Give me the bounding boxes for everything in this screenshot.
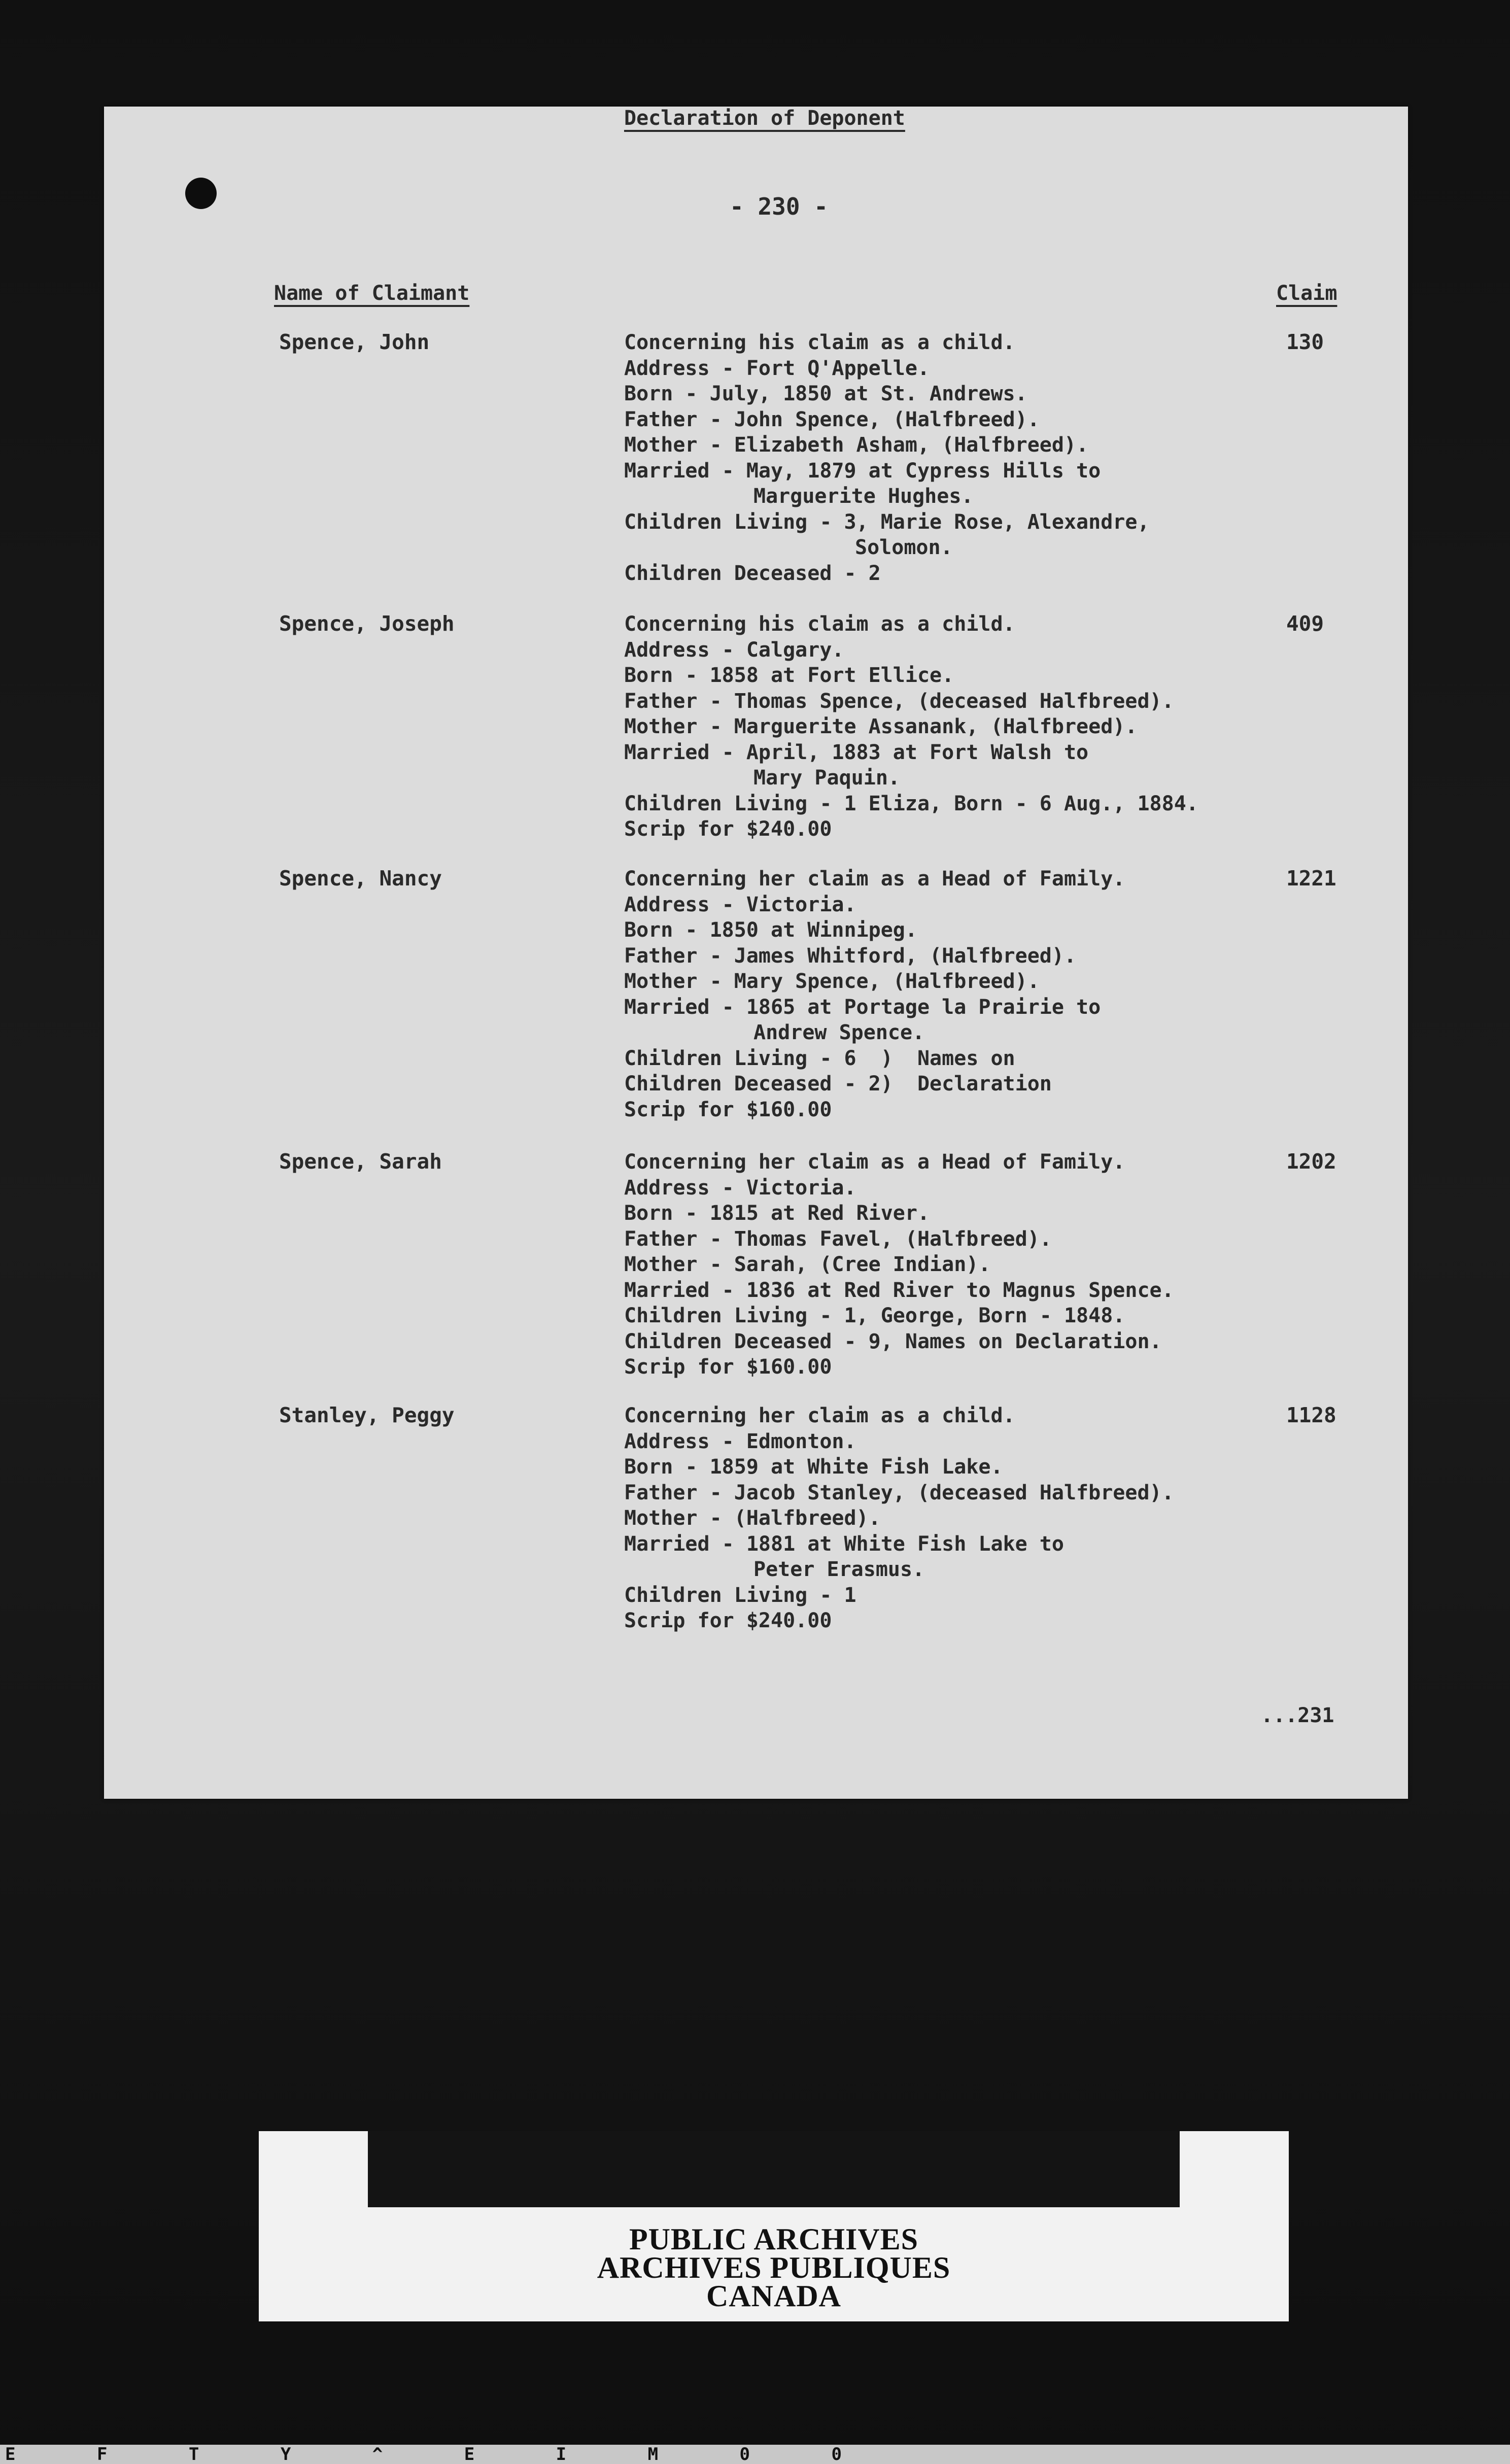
declaration-line: Born - July, 1850 at St. Andrews. [624,382,1027,405]
declaration-line: Children Living - 6 ) Names on [624,1046,1015,1070]
declaration-line: Concerning his claim as a child. [624,331,1015,354]
claimant-name: Spence, Sarah [279,1149,442,1174]
declaration-line: Married - May, 1879 at Cypress Hills to [624,459,1101,483]
header-declaration-of-deponent: Declaration of Deponent [624,107,905,130]
declaration-line: Mother - Marguerite Assanank, (Halfbreed). [624,715,1138,738]
archives-stamp-card [259,2131,1289,2321]
declaration-line: Married - 1865 at Portage la Prairie to [624,995,1101,1019]
declaration-line: Marguerite Hughes. [753,485,974,508]
declaration-block [624,866,1284,1122]
archives-line-english: PUBLIC ARCHIVES [629,2222,919,2256]
claimant-name: Spence, Nancy [279,866,442,891]
claim-number: 409 [1286,611,1324,636]
declaration-line: Solomon. [855,536,953,559]
claim-number: 1128 [1286,1403,1336,1427]
declaration-line: Mother - Sarah, (Cree Indian). [624,1253,991,1276]
declaration-line: Children Deceased - 9, Names on Declaration. [624,1329,1162,1353]
film-strip-label: E F T Y ^ E I M 0 0 [5,2445,877,2464]
declaration-line: Mary Paquin. [753,766,900,790]
declaration-line: Children Deceased - 2) Declaration [624,1072,1052,1096]
declaration-line: Address - Edmonton. [624,1429,856,1453]
declaration-line: Mother - Elizabeth Asham, (Halfbreed). [624,433,1089,457]
declaration-line: Married - 1836 at Red River to Magnus Spence. [624,1278,1174,1302]
declaration-line: Children Living - 1 [624,1583,856,1607]
header-claim: Claim [1276,282,1337,305]
declaration-line: Peter Erasmus. [753,1558,925,1581]
declaration-line: Address - Victoria. [624,1176,856,1200]
archives-line-country: CANADA [706,2279,841,2313]
declaration-line: Concerning her claim as a Head of Family. [624,867,1125,891]
claim-number: 1221 [1286,866,1336,891]
declaration-line: Married - 1881 at White Fish Lake to [624,1532,1064,1556]
claim-number: 1202 [1286,1149,1336,1174]
header-name-of-claimant: Name of Claimant [274,282,470,305]
declaration-line: Born - 1850 at Winnipeg. [624,918,917,942]
declaration-line: Concerning her claim as a child. [624,1404,1015,1427]
declaration-line: Mother - (Halfbreed). [624,1507,881,1530]
claimant-name: Spence, Joseph [279,611,455,636]
declaration-line: Scrip for $160.00 [624,1098,832,1121]
declaration-line: Born - 1815 at Red River. [624,1202,930,1225]
declaration-line: Scrip for $240.00 [624,1609,832,1632]
declaration-line: Married - April, 1883 at Fort Walsh to [624,740,1089,764]
declaration-line: Concerning her claim as a Head of Family. [624,1150,1125,1174]
punch-hole [185,178,217,209]
declaration-line: Andrew Spence. [753,1021,925,1044]
declaration-line: Children Living - 3, Marie Rose, Alexandre, [624,510,1150,534]
page-number: - 230 - [730,193,828,220]
declaration-line: Born - 1858 at Fort Ellice. [624,664,954,687]
declaration-block [624,1149,1284,1380]
declaration-block [624,611,1284,842]
declaration-line: Father - Jacob Stanley, (deceased Halfbreed). [624,1481,1174,1504]
declaration-line: Scrip for $160.00 [624,1355,832,1379]
declaration-line: Mother - Mary Spence, (Halfbreed). [624,970,1040,993]
declaration-block [624,1403,1284,1634]
archives-stamp-text [259,2222,1289,2313]
declaration-line: Address - Victoria. [624,893,856,916]
declaration-line: Scrip for $240.00 [624,817,832,841]
archives-line-french: ARCHIVES PUBLIQUES [597,2251,951,2284]
archives-card-notch [368,2131,1180,2207]
claimant-name: Spence, John [279,330,430,354]
declaration-line: Born - 1859 at White Fish Lake. [624,1455,1003,1479]
claimant-name: Stanley, Peggy [279,1403,455,1427]
declaration-line: Children Deceased - 2 [624,561,881,585]
claim-number: 130 [1286,330,1324,354]
declaration-line: Address - Calgary. [624,638,844,662]
declaration-line: Address - Fort Q'Appelle. [624,356,930,380]
declaration-line: Father - John Spence, (Halfbreed). [624,407,1040,431]
film-strip [0,2445,1510,2464]
declaration-line: Father - Thomas Spence, (deceased Halfbreed). [624,689,1174,713]
declaration-line: Children Living - 1, George, Born - 1848. [624,1304,1125,1327]
continuation-marker: ...231 [1261,1704,1334,1727]
declaration-line: Concerning his claim as a child. [624,612,1015,636]
declaration-line: Father - James Whitford, (Halfbreed). [624,944,1077,968]
declaration-line: Father - Thomas Favel, (Halfbreed). [624,1227,1052,1251]
document-page [104,107,1408,1799]
declaration-block [624,330,1284,586]
declaration-line: Children Living - 1 Eliza, Born - 6 Aug., 1884. [624,792,1198,815]
